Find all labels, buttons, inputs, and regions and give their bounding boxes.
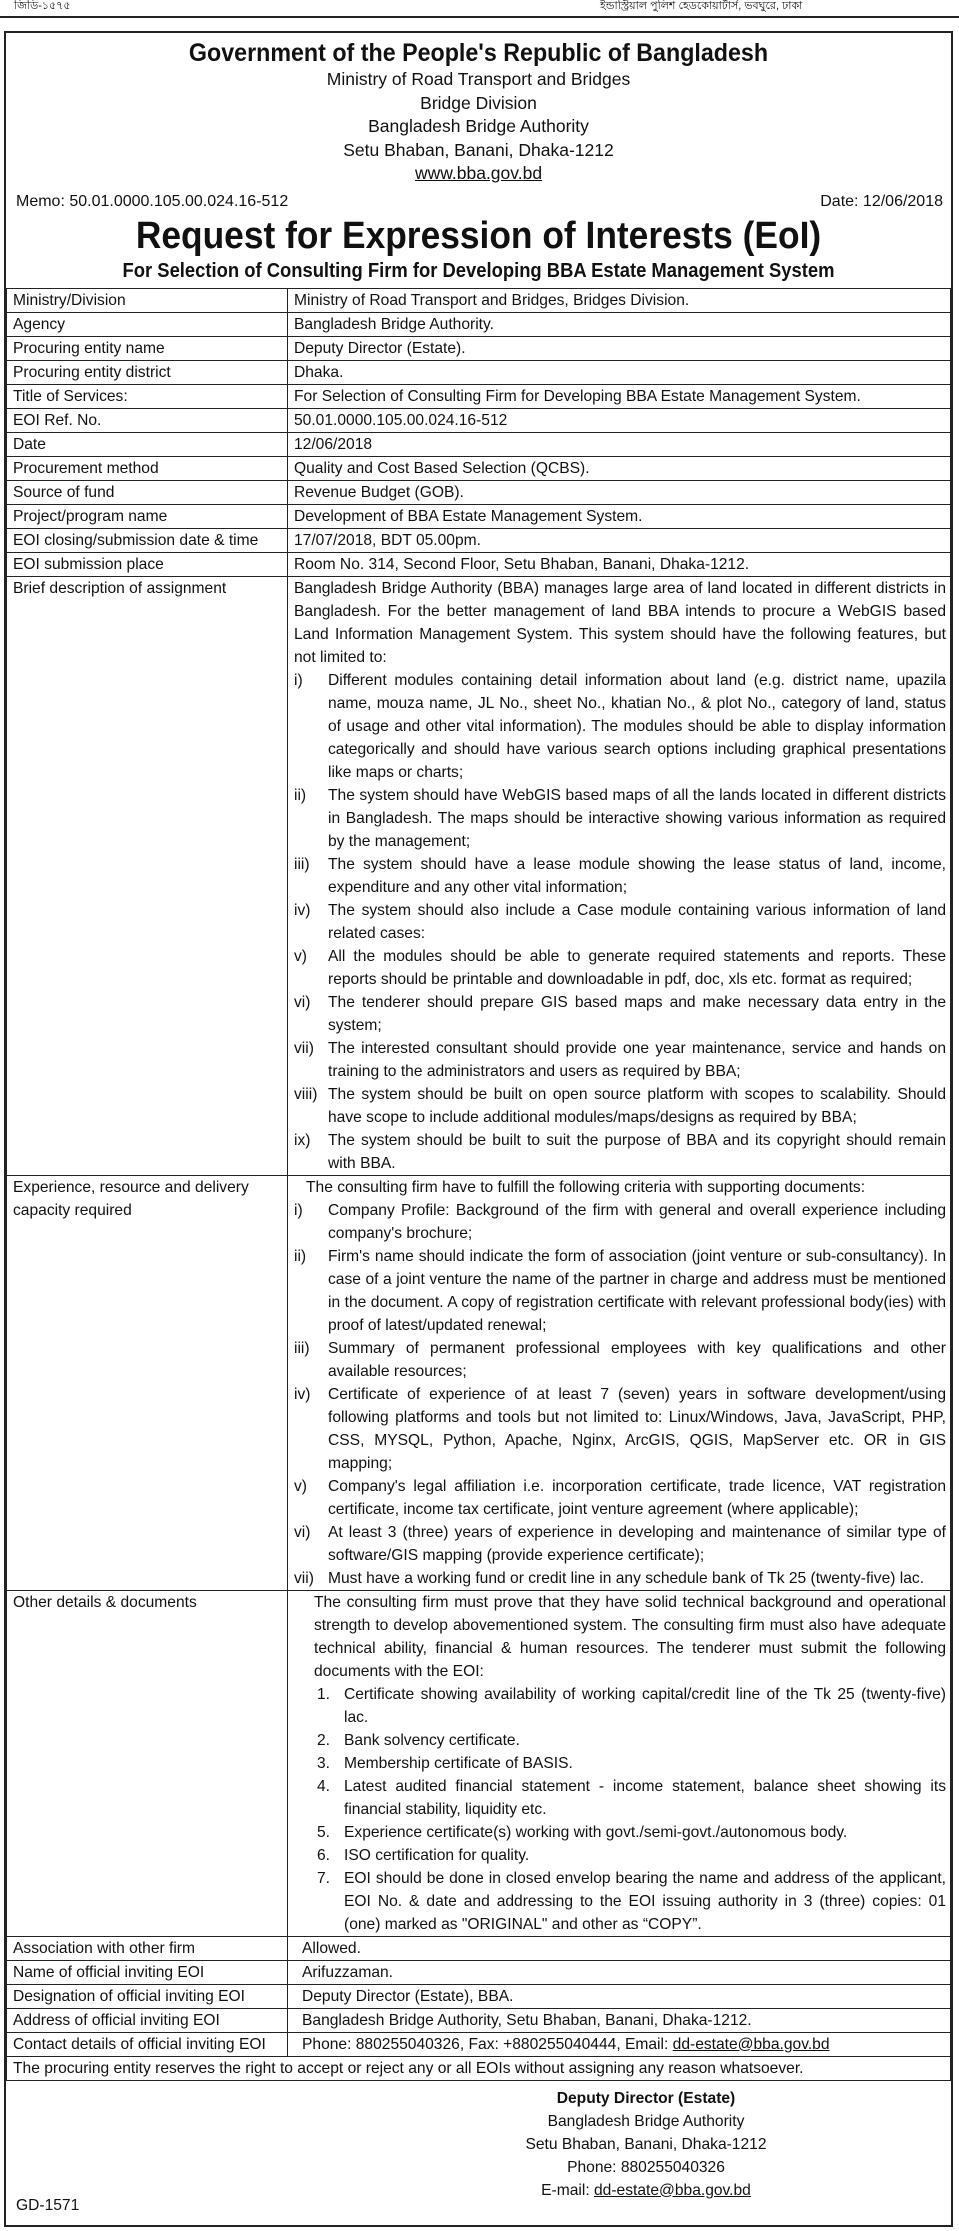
list-item-number: iii) [294, 1339, 310, 1357]
list-item-number: i) [294, 1201, 303, 1219]
list-item-text: The system should have a lease module showing the lease status of land, income, expenditure and any other vital information; [328, 855, 946, 896]
top-strip-right: ইন্ডাস্ট্রিয়াল পুলিশ হেডকোয়ার্টার্স, ভবঘুরে, ঢাকা [600, 0, 803, 12]
list-item-text: ISO certification for quality. [344, 1846, 530, 1864]
list-item [294, 1245, 946, 1337]
row-value: Ministry of Road Transport and Bridges, Bridges Division. [288, 288, 951, 312]
gd-number: GD-1571 [16, 2197, 80, 2214]
list-item-number: i) [294, 671, 303, 689]
signature-block [476, 2087, 816, 2202]
row-label: Procurement method [7, 456, 288, 480]
row-value: 12/06/2018 [288, 432, 951, 456]
row-label: EOI Ref. No. [7, 408, 288, 432]
list-item-text: The interested consultant should provide one year maintenance, service and hands on training to the administrators and users as required by BBA; [328, 1039, 946, 1080]
list-item [302, 1821, 946, 1844]
division-line: Bridge Division [420, 92, 537, 113]
list-item-number: iv) [294, 901, 311, 919]
list-item-text: Membership certificate of BASIS. [344, 1754, 573, 1772]
table-row [7, 2008, 951, 2032]
address-line: Setu Bhaban, Banani, Dhaka-1212 [343, 139, 614, 160]
experience-intro: The consulting firm have to fulfill the following criteria with supporting documents: [306, 1178, 866, 1196]
top-strip [0, 0, 959, 18]
list-item-text: The system should be built on open source platform with scopes to scalability. Should have scope to include additional modules/maps/designs as required by BBA; [328, 1085, 946, 1126]
list-item-text: Experience certificate(s) working with govt./semi-govt./autonomous body. [344, 1823, 848, 1841]
table-row [7, 384, 951, 408]
row-value: 17/07/2018, BDT 05.00pm. [288, 528, 951, 552]
table-row [7, 456, 951, 480]
table-row [7, 288, 951, 312]
table-row [7, 480, 951, 504]
table-row [7, 552, 951, 576]
list-item-text: Bank solvency certificate. [344, 1731, 520, 1749]
list-item-number: 6. [316, 1846, 330, 1864]
row-value: 50.01.0000.105.00.024.16-512 [288, 408, 951, 432]
experience-content [288, 1175, 951, 1590]
list-item-text: Must have a working fund or credit line in any schedule bank of Tk 25 (twenty-five) lac. [328, 1569, 925, 1587]
experience-label-line: capacity required [13, 1201, 132, 1219]
row-value: Room No. 314, Second Floor, Setu Bhaban, Banani, Dhaka-1212. [288, 552, 951, 576]
list-item [294, 1475, 946, 1521]
authority-line: Bangladesh Bridge Authority [368, 116, 589, 136]
table-row [7, 336, 951, 360]
experience-label-line: Experience, resource and delivery [13, 1178, 249, 1196]
row-label: Agency [7, 312, 288, 336]
list-item-number: v) [294, 1477, 307, 1495]
table-row [7, 1936, 951, 1960]
list-item-number: 3. [316, 1754, 330, 1772]
experience-label [7, 1175, 288, 1590]
page-title: Request for Expression of Interests (EoI) [135, 214, 822, 257]
memo-date: Date: 12/06/2018 [820, 192, 943, 210]
row-value: Dhaka. [288, 360, 951, 384]
row-value: For Selection of Consulting Firm for Developing BBA Estate Management System. [288, 384, 951, 408]
list-item-text: Company Profile: Background of the firm with general and overall experience including company's brochure; [328, 1201, 946, 1242]
list-item-text: Company's legal affiliation i.e. incorporation certificate, trade licence, VAT registration certificate, income tax certificate, joint venture agreement (where applicable); [328, 1477, 946, 1518]
table-row [7, 504, 951, 528]
list-item-text: Firm's name should indicate the form of association (joint venture or sub-consultancy). In case of a joint venture the name of the partner in charge and address must be mentioned in the document. A copy of registration certificate with relevant professional body(ies) with proof of latest/updated renewal; [328, 1247, 946, 1334]
list-item-text: Certificate of experience of at least 7 (seven) years in software development/using following platforms and tools but not limited to: Linux/Windows, Java, JavaScript, PHP, CSS, MYSQL, Python, Apache, Nginx, ArcGIS, QGIS, MapServer etc. OR in GIS mapping; [328, 1385, 946, 1472]
list-item-text: Summary of permanent professional employees with key qualifications and other available resources; [328, 1339, 946, 1380]
other-row [7, 1590, 951, 1936]
list-item [294, 1521, 946, 1567]
other-intro: The consulting firm must prove that they have solid technical background and operational strength to develop abovementioned system. The consulting firm must also have adequate technical ability, financial & human resources. The tenderer must submit the following documents with the EOI: [314, 1593, 946, 1680]
other-content [288, 1590, 951, 1936]
row-label: Title of Services: [7, 384, 288, 408]
list-item [294, 1567, 946, 1590]
letterhead [6, 38, 951, 186]
row-label: EOI submission place [7, 552, 288, 576]
memo-number: Memo: 50.01.0000.105.00.024.16-512 [16, 192, 289, 210]
signature-phone: Phone: 880255040326 [567, 2158, 725, 2176]
table-row [7, 408, 951, 432]
row-label: Ministry/Division [7, 288, 288, 312]
table-row [7, 312, 951, 336]
list-item [294, 1037, 946, 1083]
row-label: Address of official inviting EOI [7, 2008, 288, 2032]
list-item-number: 1. [316, 1685, 330, 1703]
table-row [7, 1960, 951, 1984]
notice-frame [4, 31, 953, 2227]
list-item [294, 899, 946, 945]
list-item [294, 945, 946, 991]
signature-email-link[interactable]: dd-estate@bba.gov.bd [594, 2181, 751, 2199]
eoi-table [6, 288, 951, 2057]
website-link[interactable]: www.bba.gov.bd [414, 163, 543, 183]
table-row [7, 528, 951, 552]
memo-row [6, 186, 951, 212]
list-item-text: Latest audited financial statement - income statement, balance sheet showing its financial stability, liquidity etc. [344, 1777, 946, 1818]
list-item [294, 784, 946, 853]
row-value: Revenue Budget (GOB). [288, 480, 951, 504]
contact-value [288, 2032, 951, 2056]
table-row [7, 1984, 951, 2008]
ministry-line: Ministry of Road Transport and Bridges [326, 69, 631, 89]
table-row [7, 360, 951, 384]
list-item [294, 991, 946, 1037]
list-item-number: vii) [294, 1569, 314, 1587]
row-value: Allowed. [288, 1936, 951, 1960]
list-item-number: vi) [294, 993, 311, 1011]
list-item [294, 1337, 946, 1383]
list-item [294, 1199, 946, 1245]
row-value: Bangladesh Bridge Authority, Setu Bhaban, Banani, Dhaka-1212. [288, 2008, 951, 2032]
row-value: Deputy Director (Estate), BBA. [288, 1984, 951, 2008]
row-value: Deputy Director (Estate). [288, 336, 951, 360]
government-heading: Government of the People's Republic of Bangladesh [188, 39, 769, 67]
contact-email-link[interactable]: dd-estate@bba.gov.bd [672, 2035, 830, 2053]
list-item [294, 1083, 946, 1129]
list-item-number: ix) [294, 1131, 311, 1149]
list-item-text: At least 3 (three) years of experience in developing and maintenance of similar type of software/GIS mapping (provide experience certificate); [328, 1523, 946, 1564]
list-item-number: vii) [294, 1039, 314, 1057]
row-label: Name of official inviting EOI [7, 1960, 288, 1984]
row-label: EOI closing/submission date & time [7, 528, 288, 552]
page-subtitle: For Selection of Consulting Firm for Developing BBA Estate Management System [122, 259, 835, 282]
list-item-number: vi) [294, 1523, 311, 1541]
row-label: Procuring entity district [7, 360, 288, 384]
row-label: Designation of official inviting EOI [7, 1984, 288, 2008]
list-item [302, 1683, 946, 1729]
contact-row [7, 2032, 951, 2056]
signature-title: Deputy Director (Estate) [556, 2089, 736, 2107]
row-label: Procuring entity name [7, 336, 288, 360]
list-item-number: viii) [294, 1085, 318, 1103]
contact-text: Phone: 880255040326, Fax: +880255040444, Email: [302, 2035, 673, 2053]
table-row [7, 432, 951, 456]
row-label: Source of fund [7, 480, 288, 504]
signature-org: Bangladesh Bridge Authority [547, 2112, 745, 2130]
brief-row [7, 576, 951, 1175]
list-item [294, 1383, 946, 1475]
experience-row [7, 1175, 951, 1590]
row-value: Development of BBA Estate Management System. [288, 504, 951, 528]
list-item-number: v) [294, 947, 307, 965]
row-label: Date [7, 432, 288, 456]
brief-intro: Bangladesh Bridge Authority (BBA) manages large area of land located in different districts in Bangladesh. For the better management of land BBA intends to procure a WebGIS based Land Information Management System. This system should have the following features, but not limited to: [294, 579, 946, 666]
top-strip-left: জিডি-১৫৭৫ [14, 0, 71, 12]
list-item [302, 1729, 946, 1752]
list-item-number: 4. [316, 1777, 330, 1795]
other-label: Other details & documents [7, 1590, 288, 1936]
brief-label: Brief description of assignment [7, 576, 288, 1175]
list-item-number: 2. [316, 1731, 330, 1749]
list-item [302, 1752, 946, 1775]
list-item [302, 1867, 946, 1936]
list-item-number: ii) [294, 786, 307, 804]
list-item-text: All the modules should be able to generate required statements and reports. These reports should be printable and downloadable in pdf, doc, xls etc. format as required; [328, 947, 946, 988]
list-item-number: iv) [294, 1385, 311, 1403]
list-item [294, 1129, 946, 1175]
signature-address: Setu Bhaban, Banani, Dhaka-1212 [525, 2135, 767, 2153]
list-item-text: EOI should be done in closed envelop bearing the name and address of the applicant, EOI No. & date and addressing to the EOI issuing authority in 3 (three) copies: 01 (one) marked as "ORIGINAL" and other as “COPY”. [344, 1869, 946, 1933]
row-value: Arifuzzaman. [288, 1960, 951, 1984]
list-item-text: Certificate showing availability of working capital/credit line of the Tk 25 (twenty-five) lac. [344, 1685, 946, 1726]
list-item-text: The system should have WebGIS based maps of all the lands located in different districts in Bangladesh. The maps should be interactive showing various information as required by the management; [328, 786, 946, 850]
list-item-number: 5. [316, 1823, 330, 1841]
brief-content [288, 576, 951, 1175]
list-item [294, 669, 946, 784]
row-value: Bangladesh Bridge Authority. [288, 312, 951, 336]
contact-label: Contact details of official inviting EOI [7, 2032, 288, 2056]
list-item-number: 7. [316, 1869, 330, 1887]
list-item-text: The tenderer should prepare GIS based maps and make necessary data entry in the system; [328, 993, 946, 1034]
row-value: Quality and Cost Based Selection (QCBS). [288, 456, 951, 480]
list-item-text: Different modules containing detail information about land (e.g. district name, upazila name, mouza name, JL No., sheet No., khatian No., & plot No., category of land, status of usage and other vital information). The modules should be able to display information categorically and should have various search options including graphical presentations like maps or charts; [328, 671, 946, 781]
signature-email-label: E-mail: [541, 2181, 594, 2199]
list-item [294, 853, 946, 899]
signature-email [476, 2179, 816, 2202]
list-item-text: The system should also include a Case module containing various information of land related cases: [328, 901, 946, 942]
list-item-text: The system should be built to suit the purpose of BBA and its copyright should remain with BBA. [328, 1131, 946, 1172]
rights-notice: The procuring entity reserves the right to accept or reject any or all EOIs without assigning any reason whatsoever. [6, 2057, 951, 2081]
row-label: Project/program name [7, 504, 288, 528]
list-item-number: iii) [294, 855, 310, 873]
list-item [302, 1775, 946, 1821]
row-label: Association with other firm [7, 1936, 288, 1960]
list-item [302, 1844, 946, 1867]
list-item-number: ii) [294, 1247, 307, 1265]
